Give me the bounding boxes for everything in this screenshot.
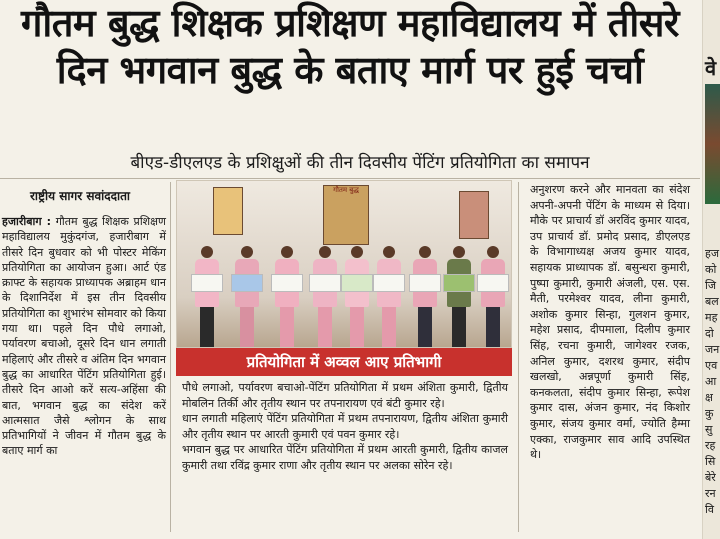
middle-column <box>182 380 508 474</box>
participant <box>447 246 471 347</box>
fragment-line: मह <box>705 311 718 324</box>
column-divider <box>170 182 171 532</box>
news-photo <box>176 180 512 348</box>
fragment-line: बेरे <box>705 471 716 484</box>
subheadline: बीएड-डीएलएड के प्रशिक्षुओं की तीन दिवसीय पेंटिंग प्रतियोगिता का समापन <box>130 153 590 173</box>
fragment-line: सु <box>705 423 713 436</box>
participant <box>377 246 401 347</box>
result-paragraph-2: धान लगाती महिलाएं पेंटिंग प्रतियोगिता में प्रथम तपनारायण, द्वितीय अंशिता कुमारी और तृतीय स्थान पर आरती कुमारी एवं पवन कुमार रहे। <box>182 412 508 441</box>
result-paragraph-3: भगवान बुद्ध पर आधारित पेंटिंग प्रतियोगिता में प्रथम आरती कुमारी, द्वितीय काजल कुमारी तथा रविंद्र कुमार राणा और तृतीय स्थान पर अलका सोरेन रहे। <box>182 443 508 472</box>
divider <box>0 178 700 179</box>
fragment-line: आ <box>705 375 717 388</box>
participant <box>235 246 259 347</box>
fragment-line: क्ष <box>705 391 713 404</box>
headline-line-2: दिन भगवान बुद्ध के बताए मार्ग पर हुई चर्चा <box>56 46 644 92</box>
participant <box>275 246 299 347</box>
fragment-line: सि <box>705 455 716 468</box>
result-paragraph-1: पौधे लगाओ, पर्यावरण बचाओ-पेंटिंग प्रतियोगिता में प्रथम अंशिता कुमारी, द्वितीय मोबलिन तिर्की और तृतीय स्थान पर तपनारायण एवं बंटी कुमार रहे। <box>182 381 508 410</box>
left-column-text: गौतम बुद्ध शिक्षक प्रशिक्षण महाविद्यालय मुकुंदगंज, हजारीबाग में तीसरे दिन बुधवार को भी पोस्टर मेकिंग प्रतियोगिता का आयोजन हुआ। आर्ट एंड क्राफ्ट के सहायक प्राध्यापक अब्राहम धान के दिशानिर्देश में इस तीन दिवसीय प्रतियोगिता का शुभारंभ सोमवार को किया गया था। पहले दिन पौधे लगाओ, पर्यावरण बचाओ, दूसरे दिन धान लगाती महिलाएं और तीसरे व अंतिम दिन भगवान बुद्ध का आधारित पेंटिंग प्रतियोगिता हुई। तीसरे दिन आओ करें सत्य-अहिंसा की बात, भगवान बुद्ध का संदेश करें आत्मसात जैसे श्लोगन के साथ प्रतिभागियों ने जीवन में गौतम बुद्ध के बताए मार्ग का <box>2 215 166 458</box>
fragment-line: रन <box>705 487 716 500</box>
fragment-line: बल <box>705 295 719 308</box>
poster-buddha <box>323 185 369 245</box>
adjacent-article-fragment <box>702 0 720 539</box>
fragment-top-letter: वे <box>705 56 717 80</box>
fragment-photo <box>705 84 720 204</box>
fragment-line: रह <box>705 439 716 452</box>
fragment-line: कु <box>705 407 714 420</box>
participant <box>313 246 337 347</box>
poster-text: गौतम बुद्ध <box>333 186 359 194</box>
participant <box>345 246 369 347</box>
fragment-line: जन <box>705 343 720 356</box>
fragment-line: जि <box>705 279 717 292</box>
byline: राष्ट्रीय सागर सवांददाता <box>30 189 131 203</box>
dateline-place: हजारीबाग : <box>2 215 51 228</box>
fragment-line: एव <box>705 359 718 372</box>
fragment-line: वि <box>705 503 714 516</box>
right-column: अनुशरण करने और मानवता का संदेश अपनी-अपनी पेंटिंग के माध्यम से दिया। मौके पर प्राचार्य डॉ अरविंद कुमार यादव, उप प्राचार्य डॉ. प्रमोद प्रसाद, डीएलएड के विभागाध्यक्ष अजय कुमार यादव, सहायक प्राध्यापक डॉ. बसुन्धरा कुमारी, पुष्पा कुमारी, कुमारी अंजली, एस. एस. मैती, परमेश्वर यादव, लीना कुमारी, अशोक कुमार सिन्हा, गुलशन कुमार, महेश प्रसाद, दीपमाला, दिलीप कुमार सिंह, रचना कुमारी, जागेश्वर रजक, अनिल कुमार, दशरथ कुमार, संदीप खलखो, अन्नपूर्णा कुमारी सिंह, कनकलता, संदीप कुमार सिन्हा, रूपेश कुमार दास, अंजन कुमार, नंद किशोर कुमार, संजय कुमार वर्मा, ज्योति हैम्मा एक्का, राजकुमार साव आदि उपस्थित थे। <box>530 183 690 462</box>
fragment-line: दो <box>705 327 714 340</box>
winners-banner: प्रतियोगिता में अव्वल आए प्रतिभागी <box>176 348 512 376</box>
participant <box>195 246 219 347</box>
fragment-line: को <box>705 263 717 276</box>
fragment-line: हज <box>705 247 720 260</box>
headline <box>0 2 700 91</box>
headline-line-1: गौतम बुद्ध शिक्षक प्रशिक्षण महाविद्यालय में तीसरे <box>21 0 679 45</box>
column-divider <box>518 182 519 532</box>
poster-right <box>459 191 489 239</box>
participant <box>481 246 505 347</box>
participant <box>413 246 437 347</box>
left-column <box>2 214 166 459</box>
poster-left <box>213 187 243 235</box>
